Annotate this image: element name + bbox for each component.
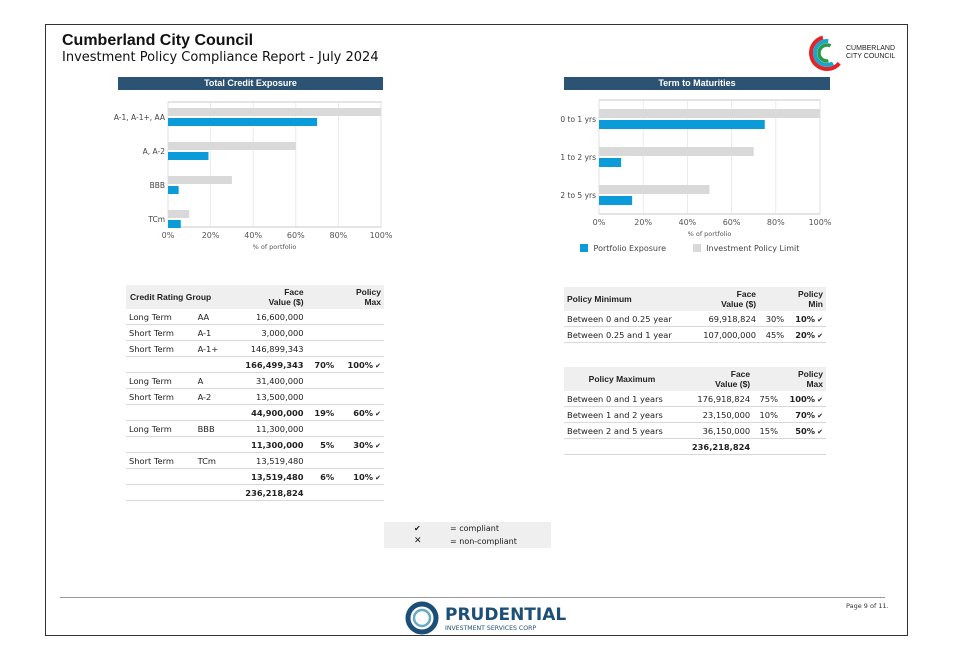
pct-cell: 75% bbox=[753, 391, 781, 407]
rating-cell: AA bbox=[195, 309, 231, 325]
exposure-bar bbox=[168, 152, 208, 160]
face-value-cell: 44,900,000 bbox=[230, 405, 306, 421]
compliant-check-icon: ✔ bbox=[817, 331, 823, 340]
pct-cell bbox=[307, 373, 338, 389]
rating-cell bbox=[195, 405, 231, 421]
face-value-cell: 16,600,000 bbox=[230, 309, 306, 325]
subtotal-row bbox=[126, 485, 384, 501]
legend-swatch-exposure bbox=[580, 244, 588, 252]
compliant-check-icon: ✔ bbox=[375, 473, 381, 482]
table-row bbox=[564, 311, 826, 327]
table-header-row bbox=[564, 287, 826, 311]
x-tick-label: 100% bbox=[808, 218, 832, 227]
policy-max-cell: 60% ✔ bbox=[337, 405, 384, 421]
credit-exposure-chart bbox=[100, 95, 400, 265]
term-cell: Short Term bbox=[126, 325, 195, 341]
face-value-cell: 13,519,480 bbox=[230, 453, 306, 469]
table-row bbox=[126, 389, 384, 405]
pct-cell: 45% bbox=[759, 327, 787, 343]
face-value-cell: 146,899,343 bbox=[230, 341, 306, 357]
legend-swatch-limit bbox=[693, 244, 701, 252]
term-maturities-chart bbox=[540, 95, 840, 260]
prudential-logo bbox=[405, 601, 567, 635]
exposure-bar bbox=[168, 186, 179, 194]
pct-cell bbox=[307, 421, 338, 437]
face-value-cell: 11,300,000 bbox=[230, 421, 306, 437]
rating-cell: A bbox=[195, 373, 231, 389]
pct-cell: 19% bbox=[307, 405, 338, 421]
term-cell bbox=[126, 437, 195, 453]
legend-label-exposure: Portfolio Exposure bbox=[593, 244, 667, 253]
term-maturities-heading: Term to Maturities bbox=[564, 77, 830, 90]
policy-minimum-table bbox=[564, 287, 826, 343]
exposure-bar bbox=[599, 158, 621, 167]
credit-rating-table bbox=[126, 285, 384, 501]
rating-cell bbox=[195, 437, 231, 453]
term-cell bbox=[126, 405, 195, 421]
col-credit-group: Credit Rating Group bbox=[126, 285, 230, 309]
x-tick-label: 60% bbox=[286, 231, 305, 240]
policy-max-cell bbox=[337, 485, 384, 501]
council-logo-text: CUMBERLAND CITY COUNCIL bbox=[846, 45, 896, 60]
col-policy-maximum: Policy Maximum bbox=[564, 367, 680, 391]
category-label: BBB bbox=[149, 181, 165, 190]
compliant-icon: ✔ bbox=[414, 524, 421, 533]
col-face-value: Face Value ($) bbox=[230, 285, 306, 309]
face-value-cell: 69,918,824 bbox=[691, 311, 759, 327]
exposure-bar bbox=[168, 220, 181, 228]
term-range-cell: Between 2 and 5 years bbox=[564, 423, 680, 439]
limit-bar bbox=[168, 176, 232, 184]
policy-limit-value: 70% bbox=[795, 409, 816, 420]
report-subtitle: Investment Policy Compliance Report - July 2024 bbox=[62, 50, 379, 65]
term-range-cell: Between 1 and 2 years bbox=[564, 407, 680, 423]
pct-cell bbox=[307, 341, 338, 357]
x-tick-label: 20% bbox=[201, 231, 220, 240]
term-cell bbox=[126, 485, 195, 501]
table-row bbox=[564, 407, 826, 423]
table-row bbox=[126, 325, 384, 341]
pct-cell bbox=[307, 309, 338, 325]
policy-max-cell bbox=[337, 453, 384, 469]
policy-max-cell bbox=[337, 341, 384, 357]
rating-cell: A-1 bbox=[195, 325, 231, 341]
compliant-check-icon: ✔ bbox=[817, 395, 823, 404]
category-label: A, A-2 bbox=[142, 147, 165, 156]
x-tick-label: 60% bbox=[722, 218, 741, 227]
prudential-brand-sub: INVESTMENT SERVICES CORP bbox=[445, 625, 537, 632]
credit-exposure-heading: Total Credit Exposure bbox=[118, 77, 383, 90]
table-row bbox=[564, 423, 826, 439]
total-row bbox=[564, 439, 826, 455]
term-range-cell: Between 0 and 1 years bbox=[564, 391, 680, 407]
rating-cell: BBB bbox=[195, 421, 231, 437]
category-label: A-1, A-1+, AA bbox=[113, 113, 165, 122]
pct-cell: 5% bbox=[307, 437, 338, 453]
compliant-label: = compliant bbox=[450, 524, 499, 533]
category-label: 0 to 1 yrs bbox=[560, 115, 596, 124]
term-range-cell bbox=[564, 439, 680, 455]
policy-limit-cell bbox=[781, 423, 826, 439]
face-value-cell: 236,218,824 bbox=[230, 485, 306, 501]
term-range-cell: Between 0 and 0.25 year bbox=[564, 311, 691, 327]
pct-cell: 15% bbox=[753, 423, 781, 439]
compliant-check-icon: ✔ bbox=[375, 361, 381, 370]
limit-bar bbox=[599, 185, 710, 194]
policy-limit-value: 50% bbox=[795, 425, 816, 436]
policy-limit-cell bbox=[781, 407, 826, 423]
rating-cell: TCm bbox=[195, 453, 231, 469]
table-header-row bbox=[564, 367, 826, 391]
prudential-brand: PRUDENTIAL bbox=[445, 605, 567, 625]
term-cell: Short Term bbox=[126, 341, 195, 357]
face-value-cell: 31,400,000 bbox=[230, 373, 306, 389]
table-row bbox=[126, 373, 384, 389]
compliant-check-icon: ✔ bbox=[817, 411, 823, 420]
table-row bbox=[126, 453, 384, 469]
policy-max-cell bbox=[337, 325, 384, 341]
face-value-cell: 36,150,000 bbox=[680, 423, 753, 439]
rating-cell bbox=[195, 485, 231, 501]
table-row bbox=[564, 391, 826, 407]
footer-divider bbox=[60, 597, 885, 598]
policy-max-cell: 10% ✔ bbox=[337, 469, 384, 485]
col-policy-max: Policy Max bbox=[753, 367, 826, 391]
page-number: Page 9 of 11. bbox=[846, 602, 889, 610]
face-value-cell: 3,000,000 bbox=[230, 325, 306, 341]
face-value-cell: 166,499,343 bbox=[230, 357, 306, 373]
face-value-cell: 13,500,000 bbox=[230, 389, 306, 405]
col-policy-minimum: Policy Minimum bbox=[564, 287, 691, 311]
category-label: 2 to 5 yrs bbox=[560, 191, 596, 200]
x-axis-label: % of portfolio bbox=[252, 243, 297, 251]
term-cell bbox=[126, 469, 195, 485]
term-cell: Long Term bbox=[126, 309, 195, 325]
compliant-check-icon: ✔ bbox=[375, 441, 381, 450]
pct-cell: 30% bbox=[759, 311, 787, 327]
rating-cell bbox=[195, 469, 231, 485]
x-tick-label: 20% bbox=[634, 218, 653, 227]
policy-limit-cell bbox=[787, 327, 826, 343]
table-row bbox=[126, 309, 384, 325]
policy-max-cell bbox=[337, 309, 384, 325]
face-value-cell: 13,519,480 bbox=[230, 469, 306, 485]
rating-cell: A-1+ bbox=[195, 341, 231, 357]
category-label: 1 to 2 yrs bbox=[560, 153, 596, 162]
term-cell: Long Term bbox=[126, 373, 195, 389]
term-cell: Long Term bbox=[126, 421, 195, 437]
exposure-bar bbox=[599, 120, 765, 129]
pct-cell: 6% bbox=[307, 469, 338, 485]
policy-max-cell: 30% ✔ bbox=[337, 437, 384, 453]
col-policy-max: Policy Max bbox=[307, 285, 384, 309]
policy-limit-cell bbox=[787, 311, 826, 327]
pct-cell bbox=[307, 485, 338, 501]
pct-cell bbox=[307, 453, 338, 469]
term-range-cell: Between 0.25 and 1 year bbox=[564, 327, 691, 343]
face-value-cell: 236,218,824 bbox=[680, 439, 753, 455]
pct-cell bbox=[307, 389, 338, 405]
policy-limit-value: 100% bbox=[789, 393, 816, 404]
limit-bar bbox=[168, 142, 296, 150]
legend-label-limit: Investment Policy Limit bbox=[706, 244, 800, 253]
term-cell bbox=[126, 357, 195, 373]
face-value-cell: 11,300,000 bbox=[230, 437, 306, 453]
policy-max-cell bbox=[337, 389, 384, 405]
x-tick-label: 80% bbox=[329, 231, 348, 240]
term-cell: Short Term bbox=[126, 453, 195, 469]
subtotal-row bbox=[126, 437, 384, 453]
table-row bbox=[126, 341, 384, 357]
report-title: Cumberland City Council bbox=[62, 32, 254, 49]
policy-limit-cell bbox=[781, 439, 826, 455]
compliant-check-icon: ✔ bbox=[817, 427, 823, 436]
col-face-value: Face Value ($) bbox=[691, 287, 759, 311]
rating-cell bbox=[195, 357, 231, 373]
x-tick-label: 0% bbox=[592, 218, 606, 227]
exposure-bar bbox=[599, 196, 632, 205]
non-compliant-icon: ✕ bbox=[414, 536, 422, 546]
limit-bar bbox=[599, 147, 754, 156]
table-row bbox=[564, 327, 826, 343]
policy-limit-cell bbox=[781, 391, 826, 407]
x-tick-label: 40% bbox=[244, 231, 263, 240]
limit-bar bbox=[168, 210, 189, 218]
compliant-check-icon: ✔ bbox=[817, 315, 823, 324]
pct-cell bbox=[753, 439, 781, 455]
limit-bar bbox=[599, 109, 820, 118]
compliant-check-icon: ✔ bbox=[375, 409, 381, 418]
policy-maximum-table bbox=[564, 367, 826, 455]
face-value-cell: 176,918,824 bbox=[680, 391, 753, 407]
pct-cell bbox=[307, 325, 338, 341]
pct-cell: 10% bbox=[753, 407, 781, 423]
limit-bar bbox=[168, 108, 381, 116]
exposure-bar bbox=[168, 118, 317, 126]
policy-limit-value: 10% bbox=[795, 313, 816, 324]
x-tick-label: 80% bbox=[766, 218, 785, 227]
policy-max-cell: 100% ✔ bbox=[337, 357, 384, 373]
policy-limit-value: 20% bbox=[795, 329, 816, 340]
col-policy-min: Policy Min bbox=[759, 287, 826, 311]
subtotal-row bbox=[126, 405, 384, 421]
x-tick-label: 100% bbox=[369, 231, 393, 240]
compliance-key bbox=[384, 522, 551, 548]
chart-legend bbox=[580, 244, 799, 253]
x-axis-label: % of portfolio bbox=[687, 230, 732, 238]
rating-cell: A-2 bbox=[195, 389, 231, 405]
subtotal-row bbox=[126, 357, 384, 373]
table-row bbox=[126, 421, 384, 437]
non-compliant-label: = non-compliant bbox=[450, 537, 517, 546]
policy-max-cell bbox=[337, 421, 384, 437]
x-tick-label: 0% bbox=[161, 231, 175, 240]
category-label: TCm bbox=[148, 215, 165, 224]
policy-max-cell bbox=[337, 373, 384, 389]
face-value-cell: 107,000,000 bbox=[691, 327, 759, 343]
col-face-value: Face Value ($) bbox=[680, 367, 753, 391]
pct-cell: 70% bbox=[307, 357, 338, 373]
face-value-cell: 23,150,000 bbox=[680, 407, 753, 423]
subtotal-row bbox=[126, 469, 384, 485]
term-cell: Short Term bbox=[126, 389, 195, 405]
table-header-row bbox=[126, 285, 384, 309]
x-tick-label: 40% bbox=[678, 218, 697, 227]
